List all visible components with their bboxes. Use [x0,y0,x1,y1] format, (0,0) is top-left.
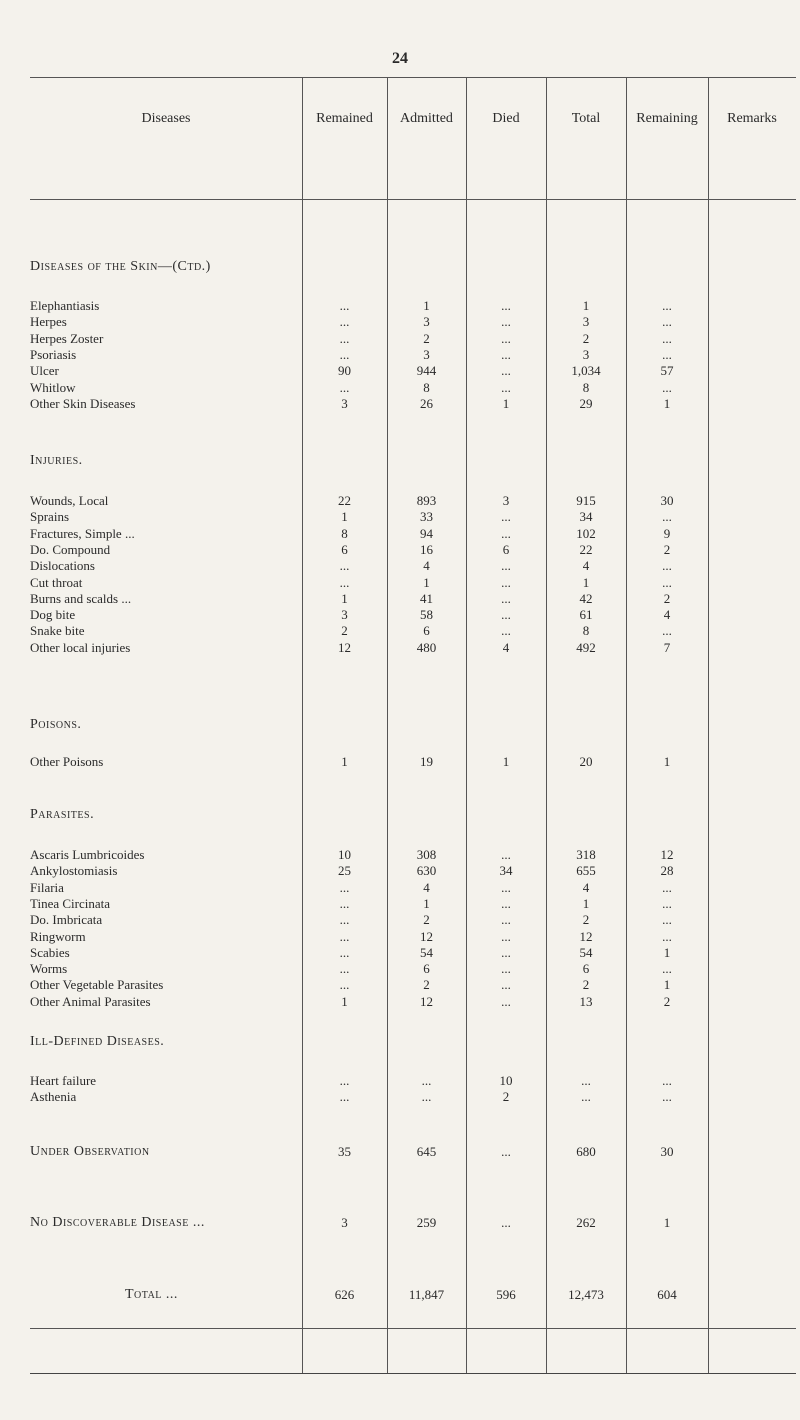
row-label: Dog bite [30,607,76,623]
cell-remaining: 9 [663,525,671,541]
cell-admitted: 944 [416,363,437,379]
cell-total: 1 [582,574,590,590]
cell-remained: 3 [341,395,348,411]
row-label: Ankylostomiasis [30,863,118,879]
row-label: Other Animal Parasites [30,993,151,1009]
cell-remained: ... [339,928,350,944]
cell-died: ... [501,879,511,895]
cell-remaining: 12 [660,847,674,862]
header-rule [30,199,796,200]
cell-total: 680 [576,1144,596,1159]
page-number: 24 [392,50,408,67]
cell-remained: ... [339,558,350,574]
row-label: Under Observation [30,1144,150,1159]
cell-admitted: 58 [420,607,433,623]
cell-remaining: ... [662,558,672,574]
cell-remained: ... [339,912,350,928]
cell-remaining: 1 [663,977,671,993]
cell-died: 2 [502,1089,510,1105]
cell-admitted: 54 [420,944,433,960]
cell-admitted: 2 [423,912,430,928]
row-label: Fractures, Simple ... [30,525,135,541]
row-label: Ringworm [30,928,86,944]
cell-remained: 1 [341,509,348,525]
cell-remaining: 7 [663,639,671,655]
row-label: Ulcer [30,363,59,379]
cell-died: ... [501,847,511,862]
cell-died: ... [501,558,511,574]
section-title: Parasites. [30,807,95,822]
cell-remained: 22 [338,493,351,508]
cell-total: ... [581,1073,591,1088]
cell-admitted: 480 [416,639,437,655]
cell-total: 61 [579,607,593,623]
cell-died: 10 [499,1073,513,1088]
column-divider [546,78,547,1373]
row-label: Wounds, Local [30,493,109,508]
row-label: Other Skin Diseases [30,395,136,411]
cell-admitted: 1 [423,574,430,590]
cell-admitted: 8 [423,379,430,395]
cell-admitted: 1 [423,895,430,911]
section-title: Injuries. [30,453,83,468]
row-label: Filaria [30,879,64,895]
cell-remained: ... [339,330,350,346]
cell-died: ... [501,912,511,928]
cell-remaining: 28 [660,863,674,879]
row-label: Herpes Zoster [30,330,104,346]
cell-admitted: 3 [423,346,430,362]
cell-remaining: 1 [663,395,671,411]
cell-died: ... [501,298,511,313]
row-label: Snake bite [30,623,85,639]
cell-remaining: ... [662,623,672,639]
cell-remaining: ... [662,574,672,590]
cell-admitted: 33 [420,509,433,525]
cell-total: 915 [576,493,596,508]
cell-total: 2 [582,977,590,993]
cell-admitted: 2 [423,977,430,993]
cell-total: 20 [579,754,593,769]
cell-remaining: 57 [660,363,674,379]
row-label: Do. Imbricata [30,912,103,928]
cell-died: 1 [502,754,510,769]
cell-remained: 8 [341,525,348,541]
cell-remained: 3 [341,607,348,623]
row-label: Whitlow [30,379,76,395]
cell-remaining: 4 [663,607,671,623]
row-label: No Discoverable Disease ... [30,1215,205,1230]
cell-total: 6 [582,961,590,977]
cell-died: ... [501,525,511,541]
cell-remained: ... [339,346,350,362]
cell-admitted: 2 [423,330,430,346]
cell-remaining: 2 [663,993,671,1009]
cell-total: 12 [579,928,593,944]
cell-total: 2 [582,330,590,346]
cell-remained: 10 [338,847,351,862]
column-divider [708,78,709,1373]
row-label: Heart failure [30,1073,97,1088]
cell-died: 34 [499,863,513,879]
cell-remained: ... [339,574,350,590]
cell-admitted: 16 [420,541,433,557]
cell-admitted: 3 [423,314,430,330]
cell-died: ... [501,379,511,395]
column-divider [302,78,303,1373]
cell-remained: 1 [341,993,348,1009]
cell-died: 4 [502,639,510,655]
cell-admitted: 94 [420,525,433,541]
cell-remaining: ... [662,314,672,330]
column-header-remaining: Remaining [636,111,698,126]
cell-remaining: ... [662,346,672,362]
cell-total: 655 [576,863,596,879]
cell-died: ... [501,1215,511,1230]
row-label: Sprains [30,509,69,525]
row-label: Cut throat [30,574,83,590]
cell-total: 22 [579,541,593,557]
cell-total: 34 [579,509,593,525]
cell-remained: ... [339,1089,350,1105]
cell-total: 3 [582,346,590,362]
cell-died: ... [501,346,511,362]
row-label: Do. Compound [30,541,111,557]
cell-total: 1,034 [571,363,601,379]
total-total: 12,473 [568,1287,604,1302]
cell-remained: ... [339,944,350,960]
row-label: Worms [30,961,68,977]
cell-remained: ... [339,879,350,895]
cell-total: 3 [582,314,590,330]
cell-total: 29 [579,395,593,411]
section-title: Poisons. [30,717,82,732]
cell-remained: 12 [338,639,351,655]
row-label: Other local injuries [30,639,131,655]
cell-remained: 90 [338,363,351,379]
cell-total: 54 [579,944,593,960]
cell-admitted: 4 [423,558,430,574]
column-header-remarks: Remarks [727,111,777,126]
cell-admitted: ... [421,1073,432,1088]
cell-admitted: 12 [420,928,433,944]
cell-died: ... [501,1144,511,1159]
cell-remained: ... [339,895,350,911]
cell-remained: 35 [338,1144,351,1159]
cell-remaining: ... [662,298,672,313]
column-divider [626,78,627,1373]
cell-admitted: 893 [416,493,437,508]
row-label: Psoriasis [30,346,77,362]
cell-remained: ... [339,379,350,395]
cell-total: 262 [576,1215,596,1230]
row-label: Ascaris Lumbricoides [30,847,145,862]
cell-remaining: ... [662,509,672,525]
cell-died: ... [501,623,511,639]
cell-total: 318 [576,847,596,862]
cell-admitted: 12 [420,993,433,1009]
cell-died: ... [501,314,511,330]
row-label: Scabies [30,944,70,960]
cell-admitted: 4 [423,879,430,895]
cell-remaining: 1 [663,944,671,960]
cell-remaining: 30 [660,1144,674,1159]
cell-admitted: ... [421,1089,432,1105]
column-header-diseases: Diseases [141,111,191,126]
cell-remained: 1 [341,754,348,769]
cell-remained: 6 [341,541,348,557]
cell-died: ... [501,330,511,346]
cell-admitted: 41 [420,590,433,606]
cell-remained: 1 [341,590,348,606]
cell-remaining: ... [662,330,672,346]
cell-remaining: 1 [663,1215,671,1230]
cell-total: 102 [576,525,596,541]
total-remaining: 604 [657,1287,677,1302]
cell-total: 1 [582,298,590,313]
cell-admitted: 6 [423,623,430,639]
cell-remaining: 2 [663,541,671,557]
cell-died: 6 [502,541,510,557]
cell-died: ... [501,993,511,1009]
cell-total: ... [581,1089,591,1105]
row-label: Asthenia [30,1089,77,1105]
cell-admitted: 308 [416,847,437,862]
cell-total: 8 [582,379,590,395]
cell-remained: ... [339,298,350,313]
cell-remained: 2 [341,623,348,639]
disease-statistics-table [30,77,796,1374]
row-label: Elephantiasis [30,298,100,313]
cell-died: ... [501,961,511,977]
total-admitted: 11,847 [408,1287,445,1302]
cell-remained: 25 [338,863,351,879]
row-label: Dislocations [30,558,95,574]
cell-died: ... [501,895,511,911]
total-remained: 626 [334,1287,355,1302]
cell-admitted: 1 [423,298,430,313]
row-label: Burns and scalds ... [30,590,132,606]
cell-remaining: ... [662,1073,672,1088]
cell-admitted: 26 [420,395,433,411]
cell-remaining: 30 [660,493,674,508]
column-header-died: Died [492,111,520,126]
cell-admitted: 6 [423,961,430,977]
column-divider [387,78,388,1373]
cell-died: ... [501,590,511,606]
cell-admitted: 19 [420,754,433,769]
cell-total: 4 [582,558,590,574]
cell-total: 42 [579,590,593,606]
row-label: Tinea Circinata [30,895,111,911]
cell-remained: ... [339,1073,350,1088]
cell-remaining: 2 [663,590,671,606]
cell-remaining: ... [662,961,672,977]
cell-total: 4 [582,879,590,895]
cell-died: ... [501,509,511,525]
cell-total: 8 [582,623,590,639]
row-label: Other Vegetable Parasites [30,977,164,993]
cell-total: 2 [582,912,590,928]
section-title: Ill-Defined Diseases. [30,1034,165,1049]
cell-remaining: ... [662,895,672,911]
cell-died: ... [501,607,511,623]
cell-remaining: 1 [663,754,671,769]
cell-remained: 3 [341,1215,348,1230]
cell-died: ... [501,574,511,590]
column-header-total: Total [571,111,601,126]
column-header-remained: Remained [316,111,373,126]
column-header-admitted: Admitted [400,111,453,126]
cell-admitted: 630 [416,863,437,879]
cell-remaining: ... [662,879,672,895]
cell-died: ... [501,928,511,944]
section-title: Diseases of the Skin—(Ctd.) [30,259,211,274]
cell-remaining: ... [662,1089,672,1105]
row-label: Other Poisons [30,754,104,769]
total-died: 596 [496,1287,516,1302]
cell-died: ... [501,977,511,993]
cell-total: 13 [579,993,593,1009]
cell-died: ... [501,363,511,379]
cell-remaining: ... [662,928,672,944]
cell-remained: ... [339,977,350,993]
total-rule [30,1328,796,1329]
column-divider [466,78,467,1373]
cell-total: 492 [576,639,596,655]
row-label: Herpes [30,314,67,330]
cell-died: ... [501,944,511,960]
cell-died: 1 [502,395,510,411]
cell-admitted: 645 [416,1144,437,1159]
cell-remained: ... [339,961,350,977]
cell-remaining: ... [662,912,672,928]
cell-remained: ... [339,314,350,330]
cell-died: 3 [502,493,510,508]
cell-remaining: ... [662,379,672,395]
cell-total: 1 [582,895,590,911]
cell-admitted: 259 [416,1215,437,1230]
total-label: Total ... [125,1287,178,1302]
